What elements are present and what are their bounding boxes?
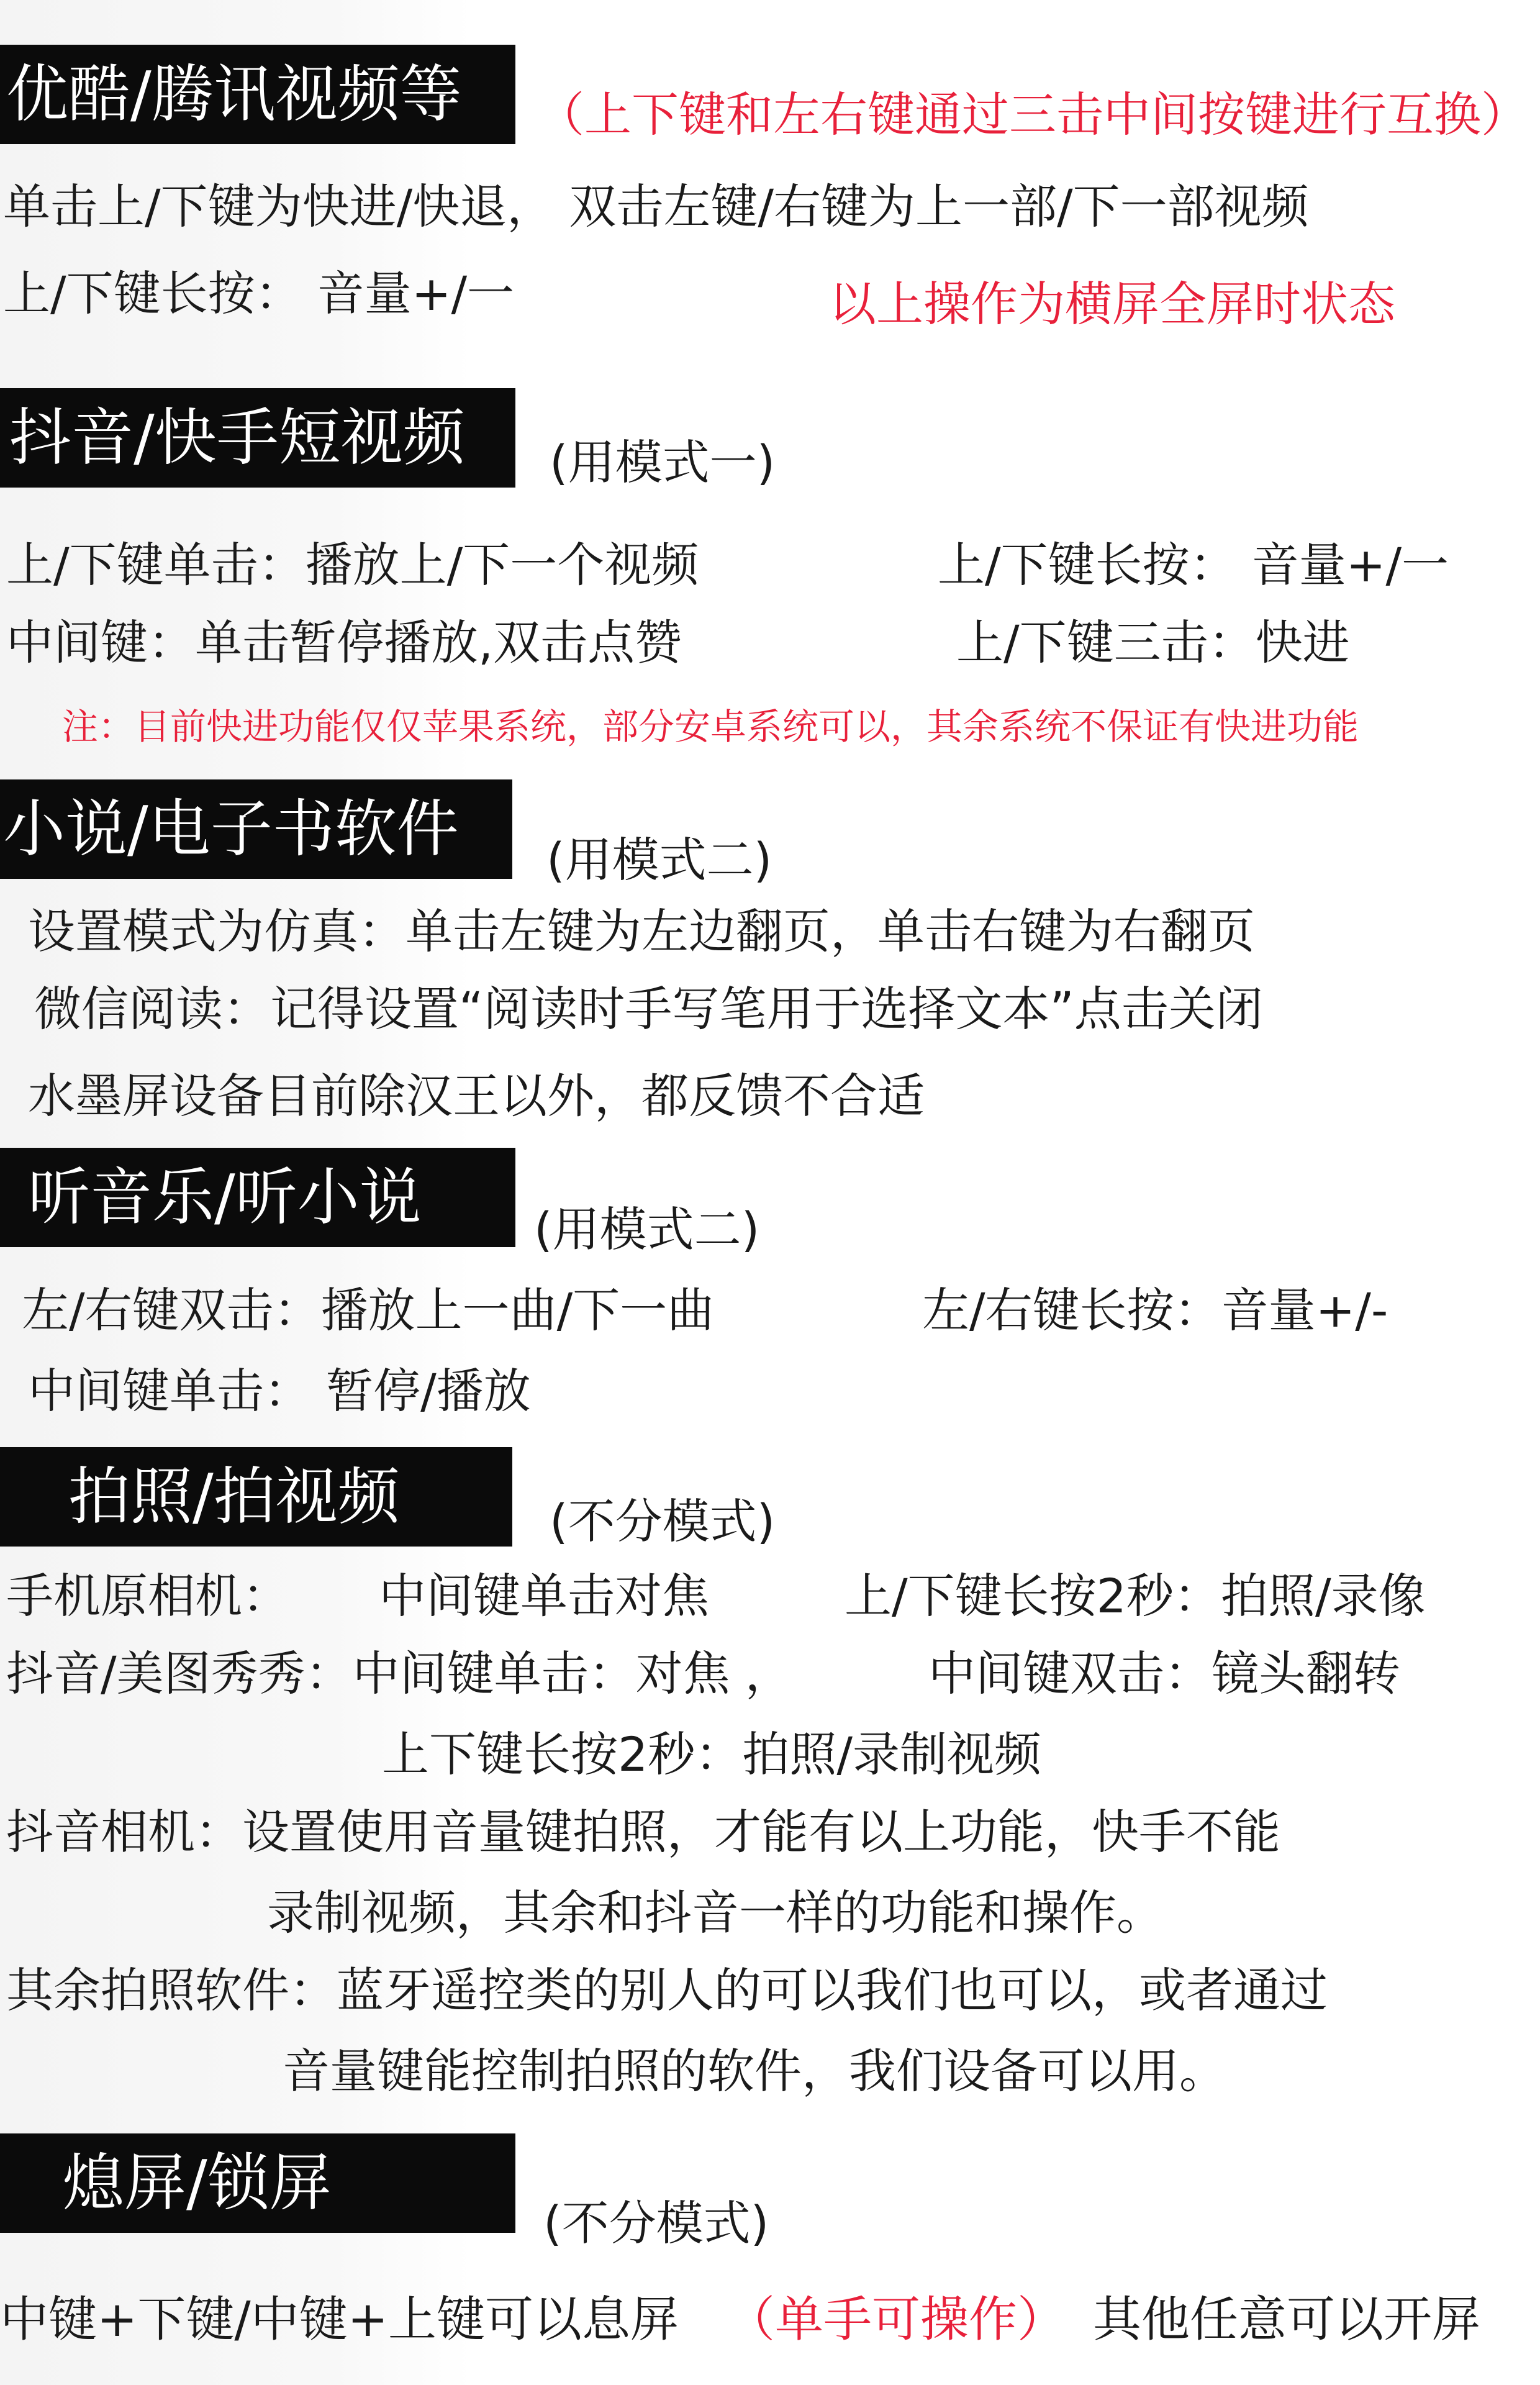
ebook-line-2: 微信阅读：记得设置“阅读时手写笔用于选择文本”点击关闭 bbox=[34, 981, 1263, 1037]
short-video-line-2b: 上/下键三击：快进 bbox=[956, 615, 1350, 670]
camera-mode: (不分模式) bbox=[550, 1494, 776, 1549]
camera-line-5: 录制视频，其余和抖音一样的功能和操作。 bbox=[267, 1885, 1164, 1940]
short-video-mode: (用模式一) bbox=[550, 435, 776, 490]
music-line-1a: 左/右键双击：播放上一曲/下一曲 bbox=[22, 1283, 715, 1338]
video-red-note: 以上操作为横屏全屏时状态 bbox=[829, 276, 1395, 332]
lock-line-1b: （单手可操作） bbox=[727, 2292, 1066, 2348]
short-video-line-2a: 中间键：单击暂停播放,双击点赞 bbox=[6, 615, 682, 670]
short-video-line-1a: 上/下键单击：播放上/下一个视频 bbox=[6, 537, 699, 593]
camera-line-6: 其余拍照软件：蓝牙遥控类的别人的可以我们也可以，或者通过 bbox=[6, 1963, 1328, 2018]
section-title-short-video: 抖音/快手短视频 bbox=[0, 388, 515, 488]
camera-line-3: 上下键长按2秒：拍照/录制视频 bbox=[382, 1727, 1041, 1782]
music-line-2: 中间键单击： 暂停/播放 bbox=[28, 1363, 531, 1419]
camera-line-7: 音量键能控制拍照的软件，我们设备可以用。 bbox=[283, 2043, 1226, 2099]
ebook-line-3: 水墨屏设备目前除汉王以外，都反馈不合适 bbox=[28, 1068, 925, 1124]
section-title-video: 优酷/腾讯视频等 bbox=[0, 45, 515, 144]
section-title-ebook: 小说/电子书软件 bbox=[0, 779, 512, 879]
music-mode: (用模式二) bbox=[534, 1202, 760, 1257]
ebook-line-1: 设置模式为仿真：单击左键为左边翻页，单击右键为右翻页 bbox=[28, 904, 1255, 959]
section-title-music: 听音乐/听小说 bbox=[0, 1148, 515, 1247]
video-line-2: 上/下键长按： 音量+/一 bbox=[3, 266, 515, 321]
lock-line-1a: 中键+下键/中键+上键可以息屏 bbox=[0, 2292, 679, 2348]
video-swap-note: （上下键和左右键通过三击中间按键进行互换） bbox=[537, 87, 1528, 142]
short-video-red-note: 注：目前快进功能仅仅苹果系统，部分安卓系统可以，其余系统不保证有快进功能 bbox=[62, 706, 1359, 748]
lock-mode: (不分模式) bbox=[543, 2196, 769, 2251]
camera-line-2a: 抖音/美图秀秀：中间键单击：对焦 ， bbox=[6, 1646, 792, 1701]
section-title-lock: 熄屏/锁屏 bbox=[0, 2133, 515, 2233]
lock-line-1c: 其他任意可以开屏 bbox=[1093, 2292, 1481, 2348]
camera-line-2b: 中间键双击：镜头翻转 bbox=[928, 1646, 1400, 1701]
camera-line-1c: 上/下键长按2秒：拍照/录像 bbox=[845, 1568, 1426, 1624]
music-line-1b: 左/右键长按：音量+/- bbox=[922, 1283, 1388, 1338]
ebook-mode: (用模式二) bbox=[546, 832, 772, 888]
camera-line-1a: 手机原相机： bbox=[6, 1568, 289, 1624]
video-line-1: 单击上/下键为快进/快退， 双击左键/右键为上一部/下一部视频 bbox=[3, 179, 1309, 234]
camera-line-4: 抖音相机：设置使用音量键拍照，才能有以上功能，快手不能 bbox=[6, 1804, 1280, 1860]
section-title-camera: 拍照/拍视频 bbox=[0, 1447, 512, 1547]
short-video-line-1b: 上/下键长按： 音量+/一 bbox=[938, 537, 1449, 593]
camera-line-1b: 中间键单击对焦 bbox=[379, 1568, 709, 1624]
